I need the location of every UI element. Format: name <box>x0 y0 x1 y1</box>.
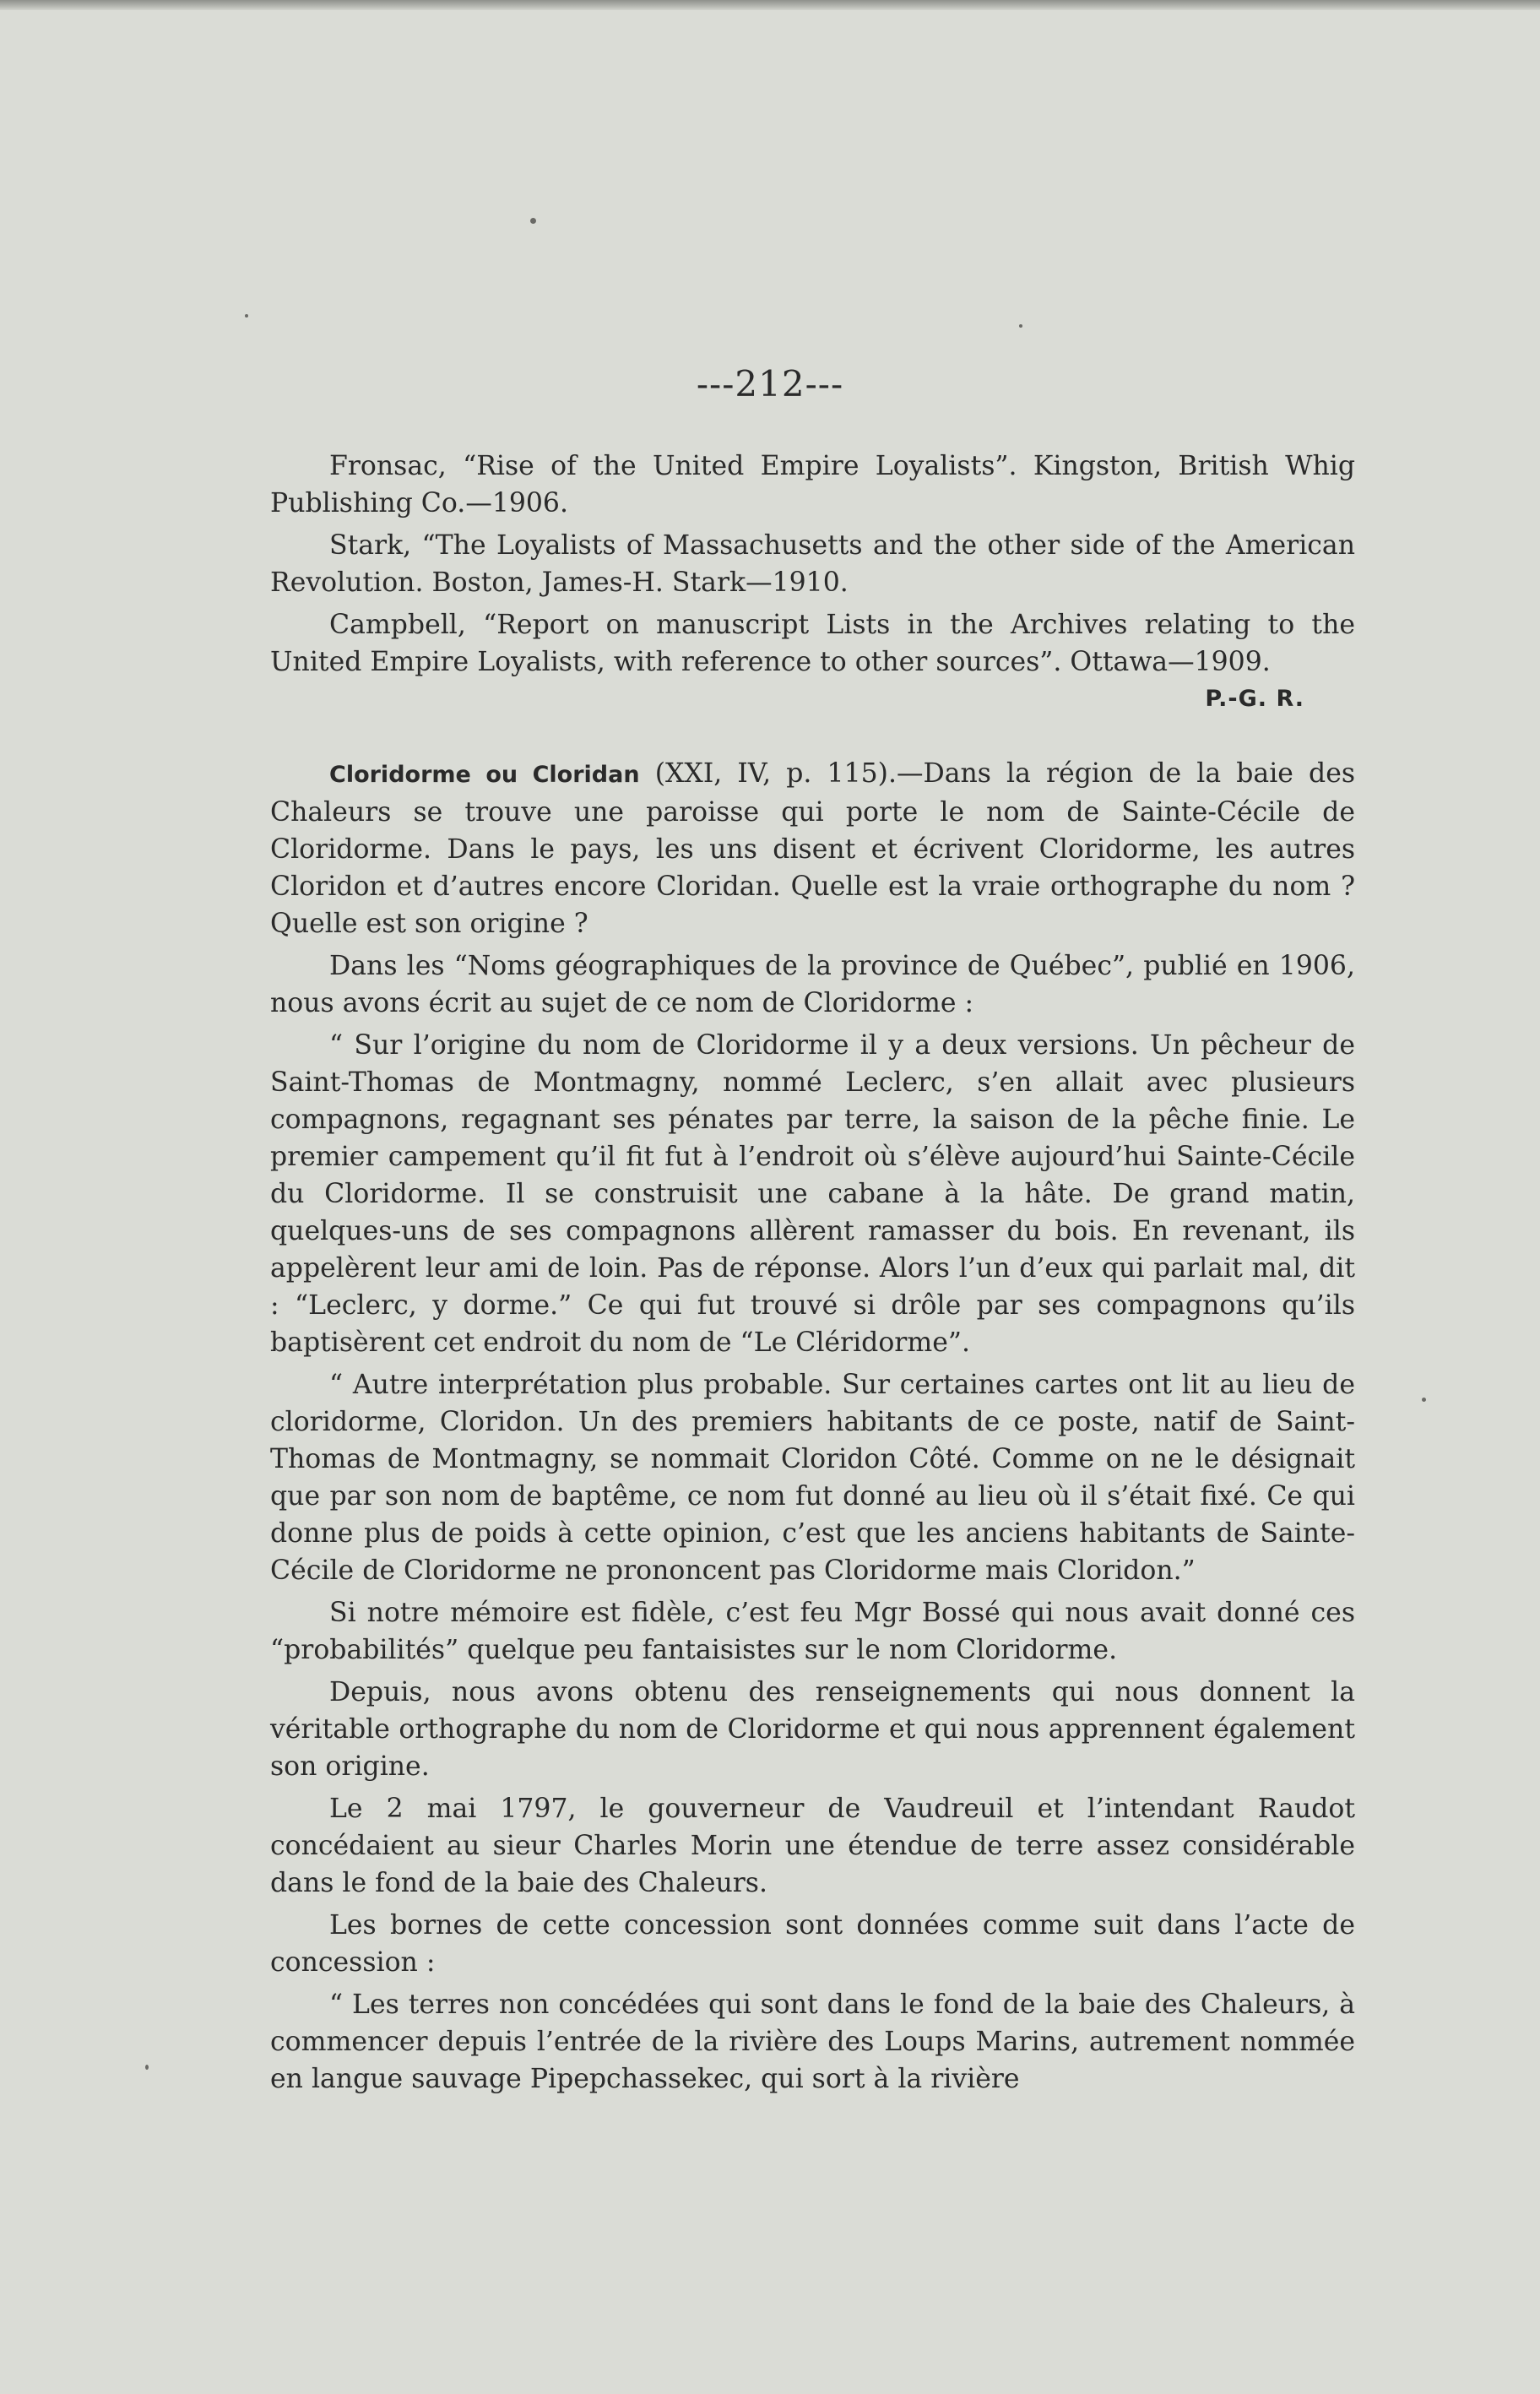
article-paragraph: Les bornes de cette concession sont données comme suit dans l’acte de concession : <box>270 1910 1355 1978</box>
page-body <box>270 448 1355 2103</box>
ink-speck <box>530 218 536 224</box>
article-intro <box>270 755 1355 942</box>
ink-speck <box>1422 1398 1426 1402</box>
bibliography-entry: Stark, “The Loyalists of Massachusetts and the other side of the American Revolution. Boston, James-H. Stark—1910. <box>270 530 1355 598</box>
ink-speck <box>1019 324 1022 328</box>
ink-speck <box>145 2065 149 2070</box>
article-paragraph: Depuis, nous avons obtenu des renseignements qui nous donnent la véritable orthographe du nom de Cloridorme et qui nous apprennent également son origine. <box>270 1677 1355 1782</box>
article-paragraph: “ Autre interprétation plus probable. Sur certaines cartes ont lit au lieu de cloridorme, Cloridon. Un des premiers habitants de ce poste, natif de Saint-Thomas de Montmagny, se nommait Cloridon Côté. Comme on ne le désignait que par son nom de baptême, ce nom fut donné au lieu où il s’était fixé. Ce qui donne plus de poids à cette opinion, c’est que les anciens habitants de Sainte-Cécile de Cloridorme ne prononcent pas Cloridorme mais Cloridon.” <box>270 1370 1355 1586</box>
article-paragraph: Dans les “Noms géographiques de la province de Québec”, publié en 1906, nous avons écrit au sujet de ce nom de Cloridorme : <box>270 951 1355 1018</box>
page-number: ---212--- <box>696 363 844 404</box>
author-signature: P.-G. R. <box>1205 686 1304 712</box>
article-paragraph: “ Les terres non concédées qui sont dans le fond de la baie des Chaleurs, à commencer depuis l’entrée de la rivière des Loups Marins, autrement nommée en langue sauvage Pipepchassekec, qui sort à la rivière <box>270 1990 1355 2094</box>
article-paragraph: “ Sur l’origine du nom de Cloridorme il y a deux versions. Un pêcheur de Saint-Thomas de Montmagny, nommé Leclerc, s’en allait avec plusieurs compagnons, regagnant ses pénates par terre, la saison de la pêche finie. Le premier campement qu’il fit fut à l’endroit où s’élève aujourd’hui Sainte-Cécile du Cloridorme. Il se construisit une cabane à la hâte. De grand matin, quelques-uns de ses compagnons allèrent ramasser du bois. En revenant, ils appelèrent leur ami de loin. Pas de réponse. Alors l’un d’eux qui parlait mal, dit : “Leclerc, y dorme.” Ce qui fut trouvé si drôle par ses compagnons qu’ils baptisèrent cet endroit du nom de “Le Cléridorme”. <box>270 1030 1355 1358</box>
article-heading: Cloridorme ou Cloridan <box>329 762 640 788</box>
ink-speck <box>245 314 248 318</box>
bibliography-entry: Campbell, “Report on manuscript Lists in the Archives relating to the United Empire Loyalists, with reference to other sources”. Ottawa—1909. <box>270 610 1355 677</box>
bibliography-entry: Fronsac, “Rise of the United Empire Loyalists”. Kingston, British Whig Publishing Co.—1906. <box>270 451 1355 518</box>
article-paragraph: Le 2 mai 1797, le gouverneur de Vaudreuil et l’intendant Raudot concédaient au sieur Charles Morin une étendue de terre assez considérable dans le fond de la baie des Chaleurs. <box>270 1794 1355 1898</box>
page-top-edge <box>0 0 1540 10</box>
article-intro-text: (XXI, IV, p. 115).—Dans la région de la baie des Chaleurs se trouve une paroisse qui porte le nom de Sainte-Cécile de Cloridorme. Dans le pays, les uns disent et écrivent Cloridorme, les autres Cloridon et d’autres encore Cloridan. Quelle est la vraie orthographe du nom ? Quelle est son origine ? <box>270 758 1355 939</box>
article-paragraph: Si notre mémoire est fidèle, c’est feu Mgr Bossé qui nous avait donné ces “probabilités” quelque peu fantaisistes sur le nom Cloridorme. <box>270 1598 1355 1665</box>
